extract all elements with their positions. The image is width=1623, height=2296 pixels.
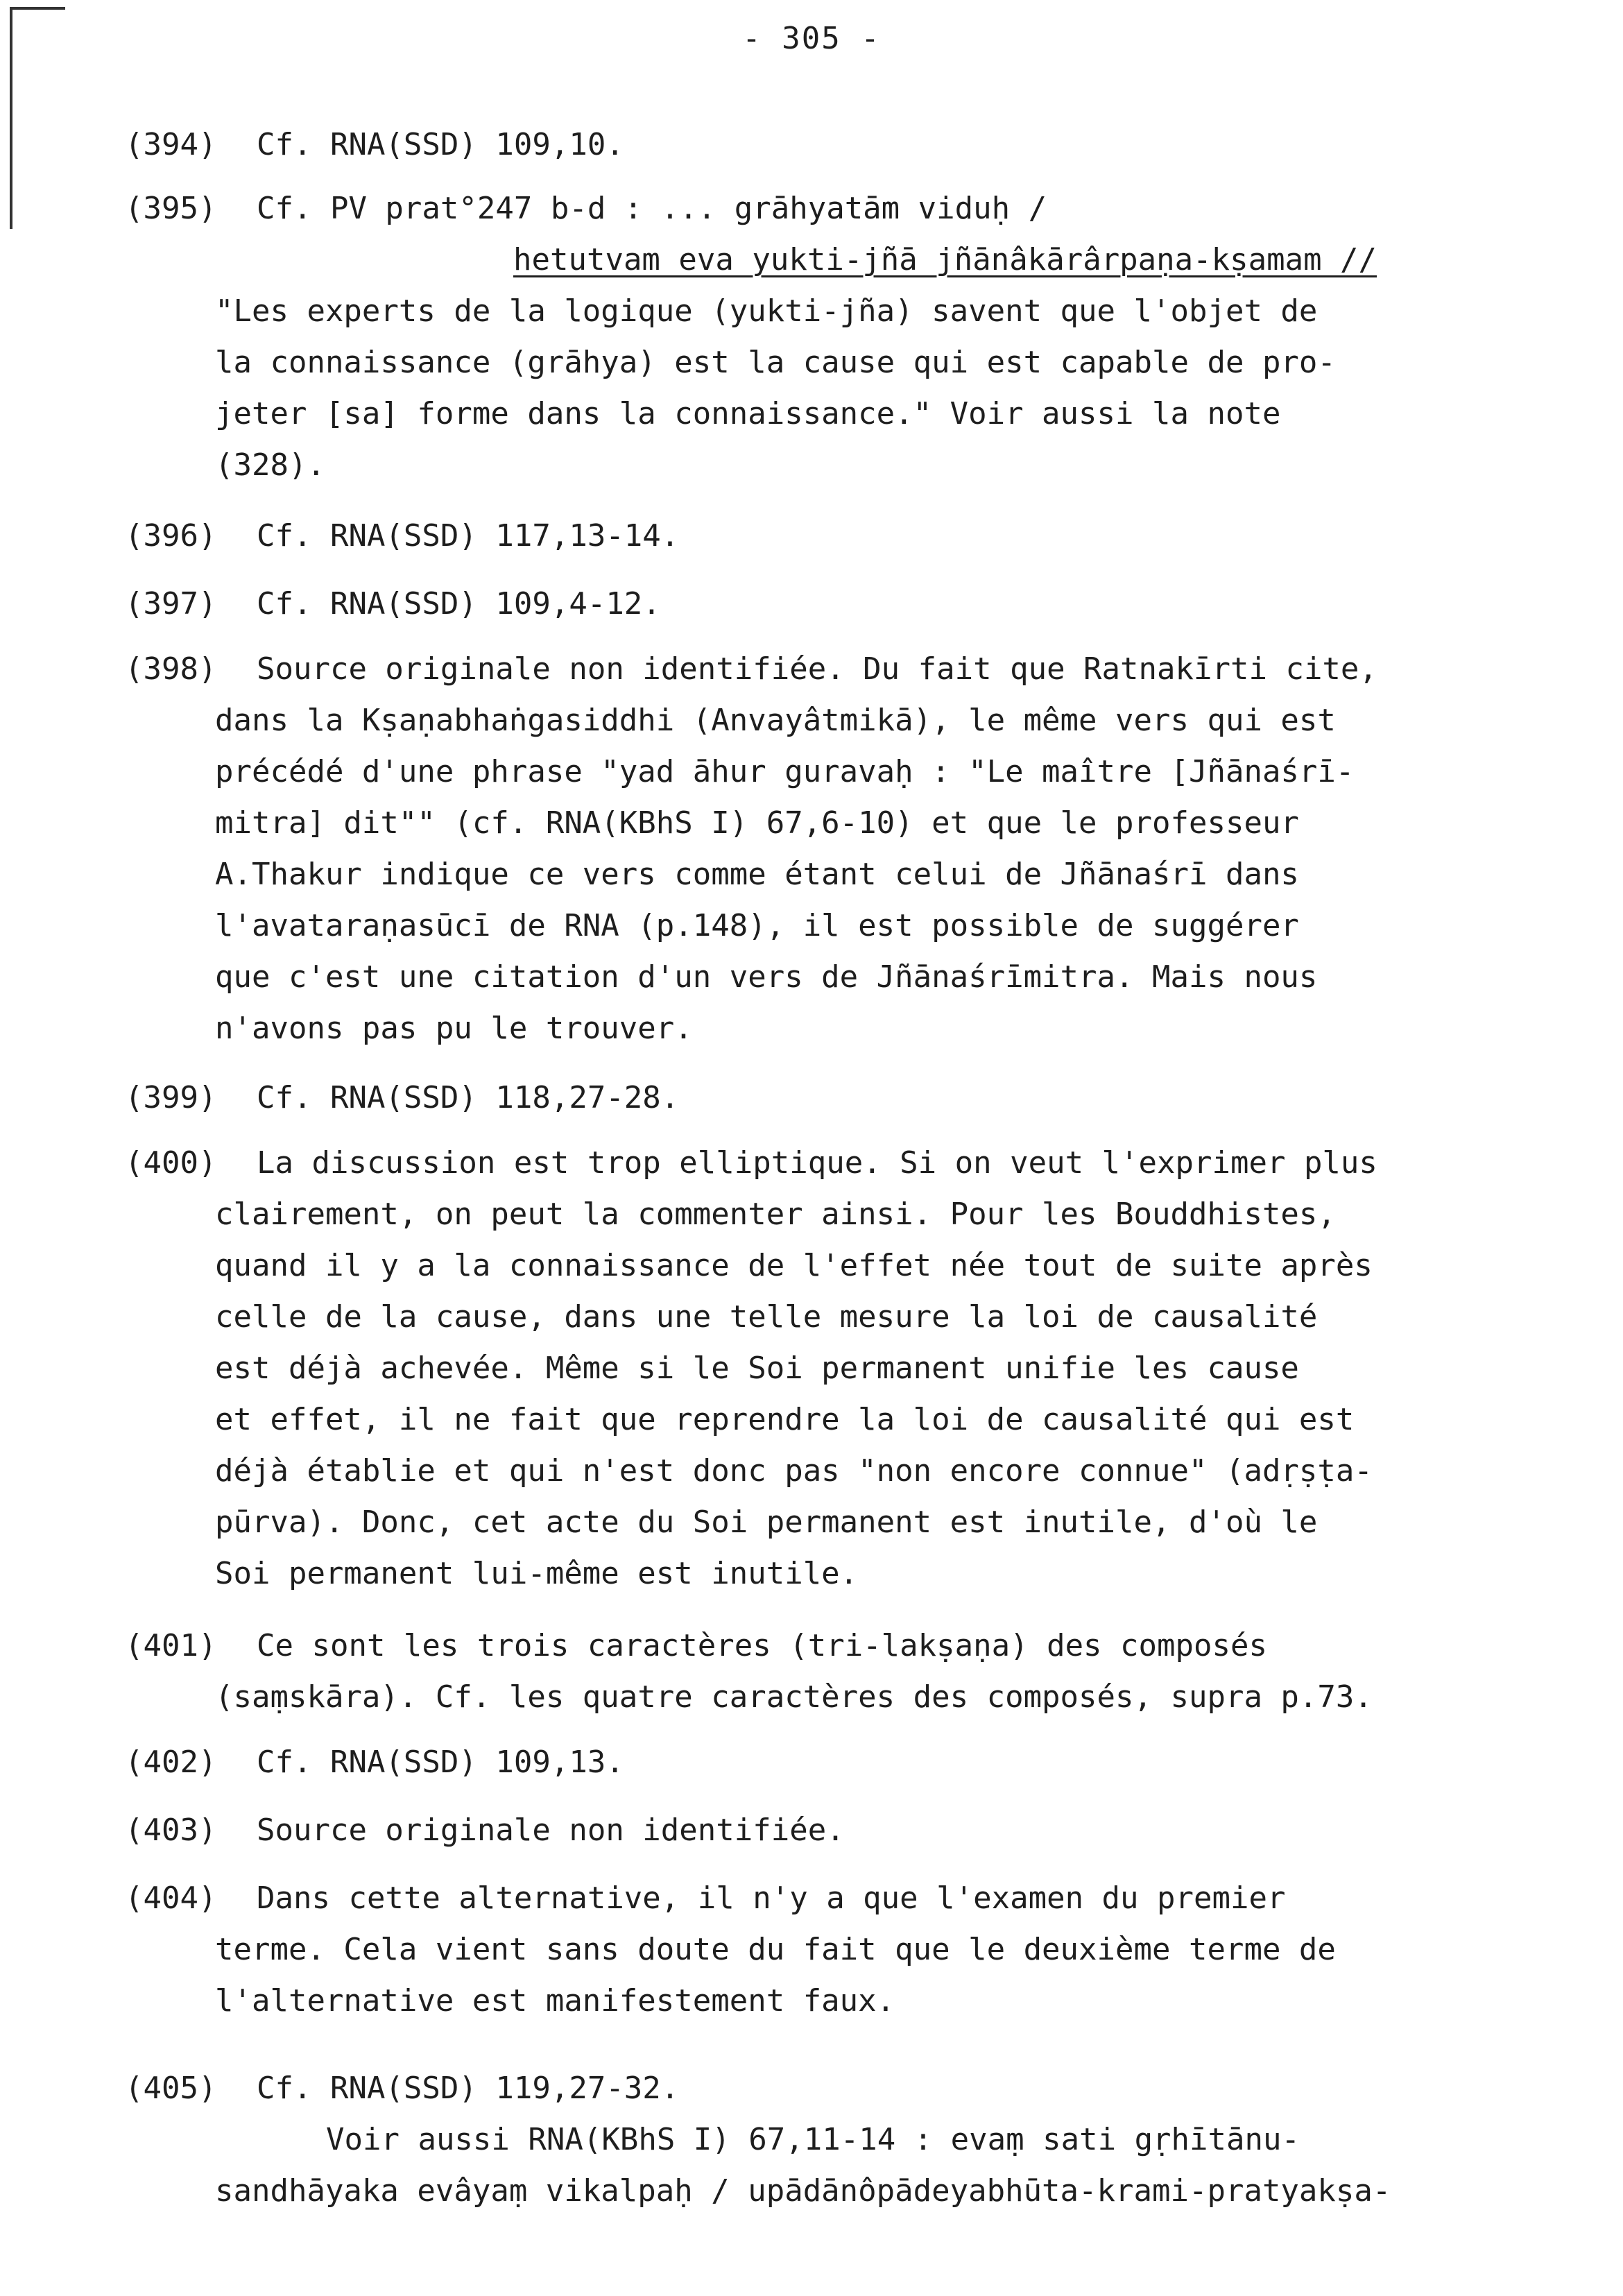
note-number: (402) [125, 1745, 217, 1780]
note-number: (395) [125, 191, 217, 226]
note-number: (403) [125, 1813, 217, 1848]
note-line: Cf. RNA(SSD) 118,27-28. [257, 1080, 680, 1115]
note-line: terme. Cela vient sans doute du fait que le deuxième terme de [215, 1932, 1336, 1967]
page-corner-mark-horizontal [10, 7, 65, 10]
quote-line-2 [257, 234, 1533, 286]
note-number: (405) [125, 2071, 217, 2106]
note-line: sandhāyaka evâyaṃ vikalpaḥ / upādānôpādeyabhūta-krami-pratyakṣa- [215, 2173, 1391, 2209]
note-line: l'avataraṇasūcī de RNA (p.148), il est possible de suggérer [215, 908, 1299, 943]
note-line: jeter [sa] forme dans la connaissance." Voir aussi la note [215, 396, 1281, 431]
note-number: (397) [125, 586, 217, 622]
note-line: A.Thakur indique ce vers comme étant celui de Jñānaśrī dans [215, 857, 1299, 892]
note-line: clairement, on peut la commenter ainsi. Pour les Bouddhistes, [215, 1197, 1336, 1232]
note-line: La discussion est trop elliptique. Si on veut l'exprimer plus [257, 1145, 1377, 1181]
note-line: "Les experts de la logique (yukti-jña) savent que l'objet de [215, 293, 1318, 329]
note-398 [125, 644, 1533, 1054]
note-line: précédé d'une phrase "yad āhur guravaḥ : "Le maître [Jñānaśrī- [215, 754, 1355, 789]
note-line: mitra] dit"" (cf. RNA(KBhS I) 67,6-10) et que le professeur [215, 805, 1299, 841]
note-line: Cf. RNA(SSD) 119,27-32. [257, 2071, 680, 2106]
note-397 [125, 579, 1533, 630]
note-line: pūrva). Donc, cet acte du Soi permanent est inutile, d'où le [215, 1505, 1318, 1540]
note-line: Cf. PV prat°247 b-d : ... grāhyatām viduḥ / [257, 191, 1047, 226]
note-number: (394) [125, 127, 217, 162]
sanskrit-quote: hetutvam eva yukti-jñā jñānâkārârpaṇa-kṣamam // [513, 242, 1377, 277]
note-line: que c'est une citation d'un vers de Jñānaśrīmitra. Mais nous [215, 959, 1318, 995]
note-405 [125, 2063, 1533, 2217]
note-399 [125, 1072, 1533, 1124]
note-line: celle de la cause, dans une telle mesure la loi de causalité [215, 1299, 1318, 1335]
note-line: Source originale non identifiée. Du fait que Ratnakīrti cite, [257, 651, 1377, 687]
page-number: - 305 - [742, 21, 881, 56]
note-line: (saṃskāra). Cf. les quatre caractères des composés, supra p.73. [215, 1679, 1373, 1715]
note-line: Source originale non identifiée. [257, 1813, 845, 1848]
note-line: la connaissance (grāhya) est la cause qui est capable de pro- [215, 345, 1336, 380]
note-number: (398) [125, 651, 217, 687]
note-line: Soi permanent lui-même est inutile. [215, 1556, 859, 1591]
note-line: Cf. RNA(SSD) 117,13-14. [257, 518, 680, 554]
note-396 [125, 511, 1533, 562]
note-line: quand il y a la connaissance de l'effet née tout de suite après [215, 1248, 1373, 1283]
note-line: déjà établie et qui n'est donc pas "non encore connue" (adṛṣṭa- [215, 1453, 1373, 1489]
note-line: Cf. RNA(SSD) 109,4-12. [257, 586, 661, 622]
note-line: et effet, il ne fait que reprendre la loi de causalité qui est [215, 1402, 1355, 1437]
note-number: (400) [125, 1145, 217, 1181]
note-line: n'avons pas pu le trouver. [215, 1011, 693, 1046]
note-404 [125, 1873, 1533, 2027]
note-line: Ce sont les trois caractères (tri-lakṣaṇa) des composés [257, 1628, 1267, 1663]
note-number: (404) [125, 1881, 217, 1916]
note-line: Voir aussi RNA(KBhS I) 67,11-14 : evaṃ sati gṛhītānu- [326, 2122, 1300, 2157]
note-line: Cf. RNA(SSD) 109,10. [257, 127, 624, 162]
note-401 [125, 1620, 1533, 1723]
note-line: l'alternative est manifestement faux. [215, 1983, 895, 2019]
note-number: (399) [125, 1080, 217, 1115]
note-395 [125, 183, 1533, 491]
note-400 [125, 1138, 1533, 1600]
note-402 [125, 1737, 1533, 1788]
quote-line-1 [257, 183, 1533, 234]
note-line: dans la Kṣaṇabhaṅgasiddhi (Anvayâtmikā), le même vers qui est [215, 703, 1336, 738]
note-line: (328). [215, 447, 325, 483]
note-number: (401) [125, 1628, 217, 1663]
note-line: Dans cette alternative, il n'y a que l'examen du premier [257, 1881, 1286, 1916]
note-394 [125, 119, 1533, 171]
note-line: est déjà achevée. Même si le Soi permanent unifie les cause [215, 1351, 1299, 1386]
note-number: (396) [125, 518, 217, 554]
note-line: Cf. RNA(SSD) 109,13. [257, 1745, 624, 1780]
note-403 [125, 1805, 1533, 1856]
